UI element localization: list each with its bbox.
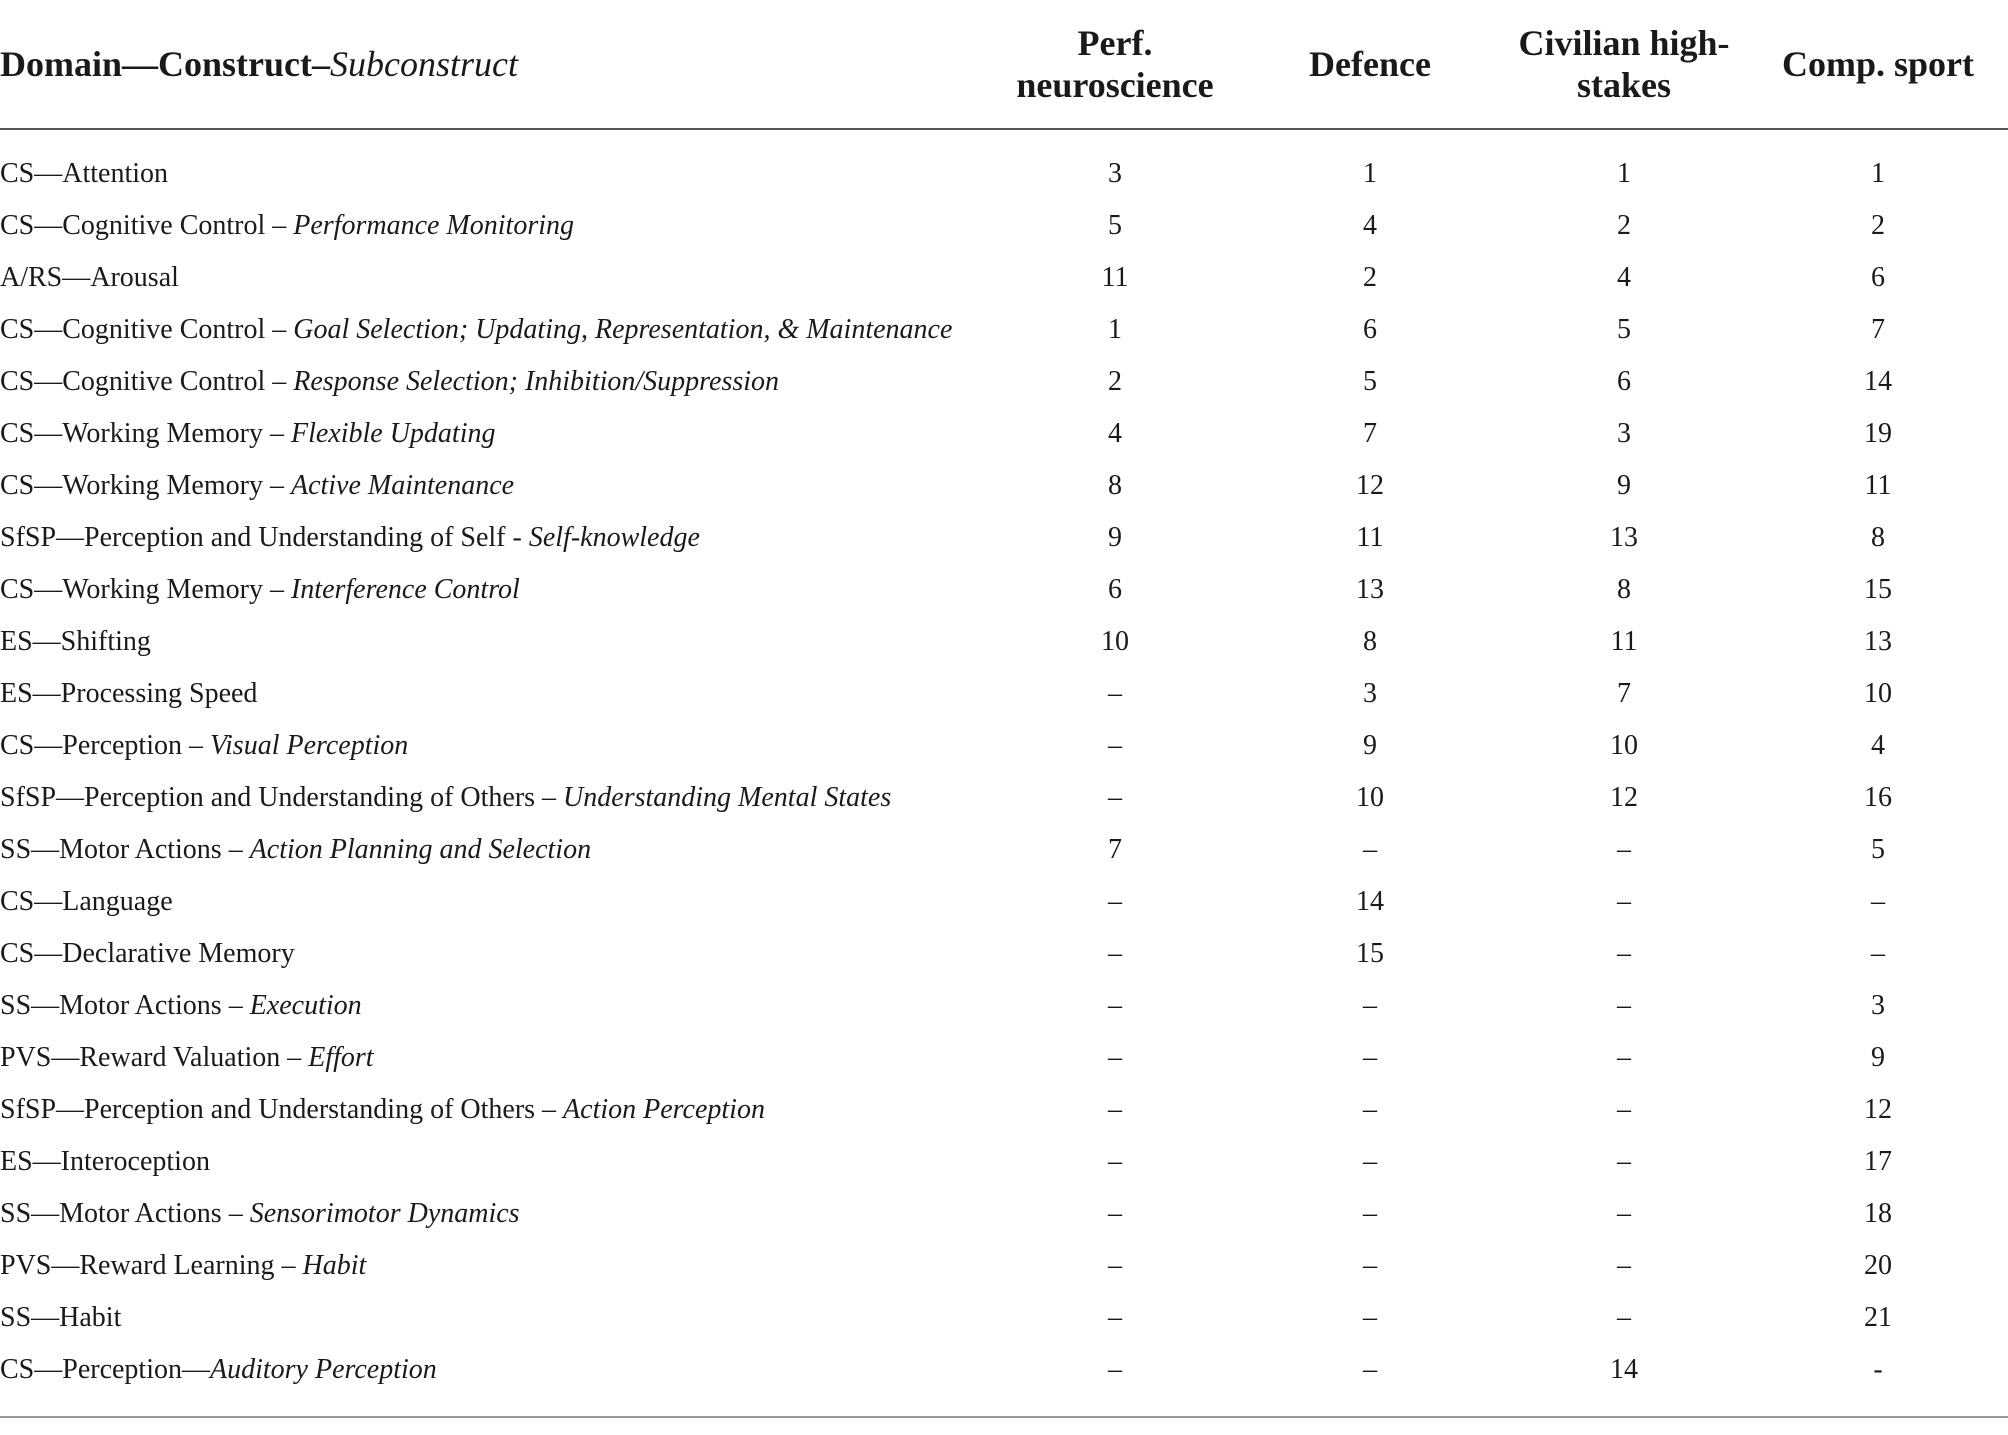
row-rank-perf-neuroscience: –	[1108, 1198, 1122, 1229]
row-rank-defence: 1	[1363, 158, 1377, 189]
row-construct-label: CS—Perception –	[0, 730, 210, 761]
row-rank-perf-neuroscience: –	[1108, 1042, 1122, 1073]
row-subconstruct-label: Understanding Mental States	[563, 782, 892, 813]
row-construct-cell	[0, 1084, 990, 1136]
row-rank-civilian-high-stakes: –	[1617, 1042, 1631, 1073]
row-construct-label: SS—Motor Actions –	[0, 990, 250, 1021]
row-rank-defence: –	[1363, 1302, 1377, 1333]
row-construct-cell	[0, 460, 990, 512]
row-rank-defence: 14	[1356, 886, 1384, 917]
row-construct-label: SS—Habit	[0, 1302, 122, 1333]
row-rank-defence: 3	[1363, 678, 1377, 709]
row-rank-defence: –	[1363, 1094, 1377, 1125]
row-construct-label: ES—Shifting	[0, 626, 151, 657]
row-construct-label: CS—Cognitive Control –	[0, 314, 294, 345]
row-rank-perf-neuroscience: –	[1108, 678, 1122, 709]
row-subconstruct-label: Response Selection; Inhibition/Suppression	[293, 366, 780, 397]
table-row	[0, 408, 2008, 460]
header-civilian-high-stakes: Civilian high-stakes	[1500, 0, 1748, 129]
row-rank-comp-sport: –	[1871, 938, 1885, 969]
row-subconstruct-label: Execution	[249, 990, 362, 1021]
row-rank-comp-sport: 14	[1864, 366, 1892, 397]
row-construct-label: SfSP—Perception and Understanding of Others –	[0, 1094, 564, 1125]
row-construct-cell	[0, 1136, 990, 1188]
row-rank-defence: –	[1363, 1250, 1377, 1281]
row-construct-label: PVS—Reward Valuation –	[0, 1042, 309, 1073]
row-rank-civilian-high-stakes: 2	[1617, 210, 1631, 241]
row-construct-label: SS—Motor Actions –	[0, 834, 250, 865]
row-construct-cell	[0, 824, 990, 876]
row-construct-label: CS—Language	[0, 886, 173, 917]
row-rank-civilian-high-stakes: 11	[1610, 626, 1638, 657]
row-construct-cell	[0, 616, 990, 668]
table-row	[0, 772, 2008, 824]
row-rank-defence: 2	[1363, 262, 1377, 293]
row-rank-civilian-high-stakes: –	[1617, 1146, 1631, 1177]
row-construct-cell	[0, 668, 990, 720]
row-construct-cell	[0, 129, 990, 200]
row-construct-label: A/RS—Arousal	[0, 262, 179, 293]
row-rank-comp-sport: -	[1873, 1354, 1883, 1385]
row-rank-civilian-high-stakes: –	[1617, 1302, 1631, 1333]
row-subconstruct-label: Performance Monitoring	[293, 210, 574, 241]
row-rank-civilian-high-stakes: 7	[1617, 678, 1631, 709]
row-construct-cell	[0, 928, 990, 980]
row-construct-cell	[0, 1292, 990, 1344]
row-rank-defence: 6	[1363, 314, 1377, 345]
row-rank-defence: –	[1363, 990, 1377, 1021]
table-body	[0, 129, 2008, 1396]
header-comp-sport: Comp. sport	[1748, 0, 2008, 129]
row-construct-cell	[0, 564, 990, 616]
table-row	[0, 564, 2008, 616]
row-rank-comp-sport: 7	[1871, 314, 1885, 345]
row-rank-comp-sport: 1	[1871, 158, 1885, 189]
row-construct-cell	[0, 200, 990, 252]
row-rank-comp-sport: 17	[1864, 1146, 1892, 1177]
row-rank-defence: 11	[1356, 522, 1384, 553]
row-rank-defence: 12	[1356, 470, 1384, 501]
row-rank-perf-neuroscience: –	[1108, 886, 1122, 917]
row-rank-defence: 10	[1356, 782, 1384, 813]
row-rank-comp-sport: –	[1871, 886, 1885, 917]
row-rank-defence: 8	[1363, 626, 1377, 657]
table-header	[0, 0, 2008, 129]
row-rank-civilian-high-stakes: 9	[1617, 470, 1631, 501]
table-row	[0, 512, 2008, 564]
table-row	[0, 824, 2008, 876]
row-rank-perf-neuroscience: –	[1108, 1302, 1122, 1333]
row-construct-label: ES—Processing Speed	[0, 678, 258, 709]
row-rank-comp-sport: 5	[1871, 834, 1885, 865]
row-rank-civilian-high-stakes: –	[1617, 938, 1631, 969]
row-subconstruct-label: Action Planning and Selection	[249, 834, 592, 865]
row-subconstruct-label: Auditory Perception	[210, 1354, 437, 1385]
table-row	[0, 928, 2008, 980]
table-row	[0, 200, 2008, 252]
header-subconstruct: Subconstruct	[330, 44, 518, 84]
row-rank-civilian-high-stakes: –	[1617, 1198, 1631, 1229]
table-row	[0, 980, 2008, 1032]
row-rank-comp-sport: 2	[1871, 210, 1885, 241]
row-rank-perf-neuroscience: –	[1108, 990, 1122, 1021]
table-row	[0, 1188, 2008, 1240]
row-rank-comp-sport: 13	[1864, 626, 1892, 657]
row-rank-civilian-high-stakes: –	[1617, 990, 1631, 1021]
row-rank-defence: 15	[1356, 938, 1384, 969]
row-rank-comp-sport: 18	[1864, 1198, 1892, 1229]
row-construct-cell	[0, 1344, 990, 1396]
row-construct-label: CS—Working Memory –	[0, 418, 291, 449]
row-construct-label: CS—Cognitive Control –	[0, 366, 294, 397]
row-rank-defence: 4	[1363, 210, 1377, 241]
row-construct-label: PVS—Reward Learning –	[0, 1250, 303, 1281]
row-rank-civilian-high-stakes: 3	[1617, 418, 1631, 449]
row-rank-comp-sport: 21	[1864, 1302, 1892, 1333]
row-rank-civilian-high-stakes: 10	[1610, 730, 1638, 761]
row-rank-defence: 7	[1363, 418, 1377, 449]
row-rank-defence: –	[1363, 1042, 1377, 1073]
row-subconstruct-label: Self-knowledge	[528, 522, 700, 553]
row-rank-perf-neuroscience: 5	[1108, 210, 1122, 241]
row-construct-label: CS—Declarative Memory	[0, 938, 295, 969]
row-subconstruct-label: Effort	[308, 1042, 374, 1073]
table-row	[0, 616, 2008, 668]
row-rank-civilian-high-stakes: 6	[1617, 366, 1631, 397]
row-construct-label: SfSP—Perception and Understanding of Others –	[0, 782, 564, 813]
table-row	[0, 1084, 2008, 1136]
row-construct-cell	[0, 876, 990, 928]
table-row	[0, 1136, 2008, 1188]
row-construct-cell	[0, 356, 990, 408]
row-rank-perf-neuroscience: 3	[1108, 158, 1122, 189]
row-construct-cell	[0, 1032, 990, 1084]
row-rank-defence: 9	[1363, 730, 1377, 761]
table-row	[0, 1292, 2008, 1344]
row-subconstruct-label: Visual Perception	[210, 730, 409, 761]
row-construct-cell	[0, 980, 990, 1032]
table-row	[0, 1344, 2008, 1396]
row-rank-perf-neuroscience: 4	[1108, 418, 1122, 449]
row-rank-perf-neuroscience: 9	[1108, 522, 1122, 553]
row-construct-cell	[0, 1188, 990, 1240]
header-row	[0, 0, 2008, 129]
row-subconstruct-label: Action Perception	[563, 1094, 765, 1125]
row-rank-civilian-high-stakes: 12	[1610, 782, 1638, 813]
row-rank-civilian-high-stakes: –	[1617, 886, 1631, 917]
row-construct-cell	[0, 720, 990, 772]
row-rank-defence: –	[1363, 1354, 1377, 1385]
row-rank-perf-neuroscience: 7	[1108, 834, 1122, 865]
table-row	[0, 304, 2008, 356]
row-rank-civilian-high-stakes: 8	[1617, 574, 1631, 605]
row-rank-perf-neuroscience: –	[1108, 1354, 1122, 1385]
row-construct-label: SfSP—Perception and Understanding of Self -	[0, 522, 529, 553]
table-row	[0, 1032, 2008, 1084]
row-rank-comp-sport: 20	[1864, 1250, 1892, 1281]
row-rank-civilian-high-stakes: 13	[1610, 522, 1638, 553]
row-rank-civilian-high-stakes: 1	[1617, 158, 1631, 189]
row-rank-comp-sport: 19	[1864, 418, 1892, 449]
row-rank-perf-neuroscience: –	[1108, 782, 1122, 813]
row-rank-civilian-high-stakes: 5	[1617, 314, 1631, 345]
row-rank-civilian-high-stakes: –	[1617, 1094, 1631, 1125]
row-construct-label: ES—Interoception	[0, 1146, 210, 1177]
row-construct-cell	[0, 772, 990, 824]
row-rank-perf-neuroscience: –	[1108, 1146, 1122, 1177]
header-defence: Defence	[1240, 0, 1500, 129]
header-domain-construct-main: Domain—Construct–	[0, 44, 330, 84]
row-rank-perf-neuroscience: –	[1108, 938, 1122, 969]
row-rank-defence: –	[1363, 1146, 1377, 1177]
row-construct-cell	[0, 252, 990, 304]
row-subconstruct-label: Active Maintenance	[290, 470, 515, 501]
table-bottom-rule	[0, 1416, 2008, 1418]
header-domain-construct	[0, 0, 990, 129]
row-rank-comp-sport: 4	[1871, 730, 1885, 761]
row-construct-label: CS—Cognitive Control –	[0, 210, 294, 241]
row-rank-comp-sport: 10	[1864, 678, 1892, 709]
table-row	[0, 460, 2008, 512]
row-construct-cell	[0, 512, 990, 564]
row-construct-label: CS—Attention	[0, 158, 169, 189]
row-subconstruct-label: Goal Selection; Updating, Representation, & Maintenance	[293, 314, 953, 345]
header-perf-neuroscience: Perf. neuroscience	[990, 0, 1240, 129]
table-row	[0, 252, 2008, 304]
row-rank-comp-sport: 6	[1871, 262, 1885, 293]
row-rank-civilian-high-stakes: –	[1617, 1250, 1631, 1281]
row-rank-civilian-high-stakes: –	[1617, 834, 1631, 865]
row-subconstruct-label: Interference Control	[290, 574, 520, 605]
row-rank-perf-neuroscience: –	[1108, 1250, 1122, 1281]
row-construct-label: CS—Perception—	[0, 1354, 210, 1385]
row-rank-defence: 13	[1356, 574, 1384, 605]
table-row	[0, 1240, 2008, 1292]
row-rank-comp-sport: 3	[1871, 990, 1885, 1021]
row-rank-comp-sport: 9	[1871, 1042, 1885, 1073]
row-rank-perf-neuroscience: 1	[1108, 314, 1122, 345]
row-rank-perf-neuroscience: 11	[1101, 262, 1129, 293]
row-rank-comp-sport: 15	[1864, 574, 1892, 605]
row-rank-civilian-high-stakes: 14	[1610, 1354, 1638, 1385]
table-row	[0, 129, 2008, 200]
row-subconstruct-label: Sensorimotor Dynamics	[249, 1198, 520, 1229]
row-construct-label: CS—Working Memory –	[0, 470, 291, 501]
row-rank-comp-sport: 8	[1871, 522, 1885, 553]
row-construct-cell	[0, 1240, 990, 1292]
row-rank-comp-sport: 11	[1864, 470, 1892, 501]
row-construct-label: CS—Working Memory –	[0, 574, 291, 605]
row-construct-cell	[0, 408, 990, 460]
row-rank-perf-neuroscience: 6	[1108, 574, 1122, 605]
row-rank-perf-neuroscience: 8	[1108, 470, 1122, 501]
row-rank-defence: 5	[1363, 366, 1377, 397]
row-rank-comp-sport: 12	[1864, 1094, 1892, 1125]
row-construct-label: SS—Motor Actions –	[0, 1198, 250, 1229]
row-rank-defence: –	[1363, 834, 1377, 865]
table-row	[0, 356, 2008, 408]
table-row	[0, 876, 2008, 928]
row-rank-comp-sport: 16	[1864, 782, 1892, 813]
row-rank-civilian-high-stakes: 4	[1617, 262, 1631, 293]
row-rank-perf-neuroscience: –	[1108, 730, 1122, 761]
table-row	[0, 720, 2008, 772]
row-rank-perf-neuroscience: –	[1108, 1094, 1122, 1125]
table-row	[0, 668, 2008, 720]
row-rank-perf-neuroscience: 10	[1101, 626, 1129, 657]
row-subconstruct-label: Habit	[302, 1250, 367, 1281]
row-subconstruct-label: Flexible Updating	[290, 418, 496, 449]
row-rank-defence: –	[1363, 1198, 1377, 1229]
row-construct-cell	[0, 304, 990, 356]
row-rank-perf-neuroscience: 2	[1108, 366, 1122, 397]
